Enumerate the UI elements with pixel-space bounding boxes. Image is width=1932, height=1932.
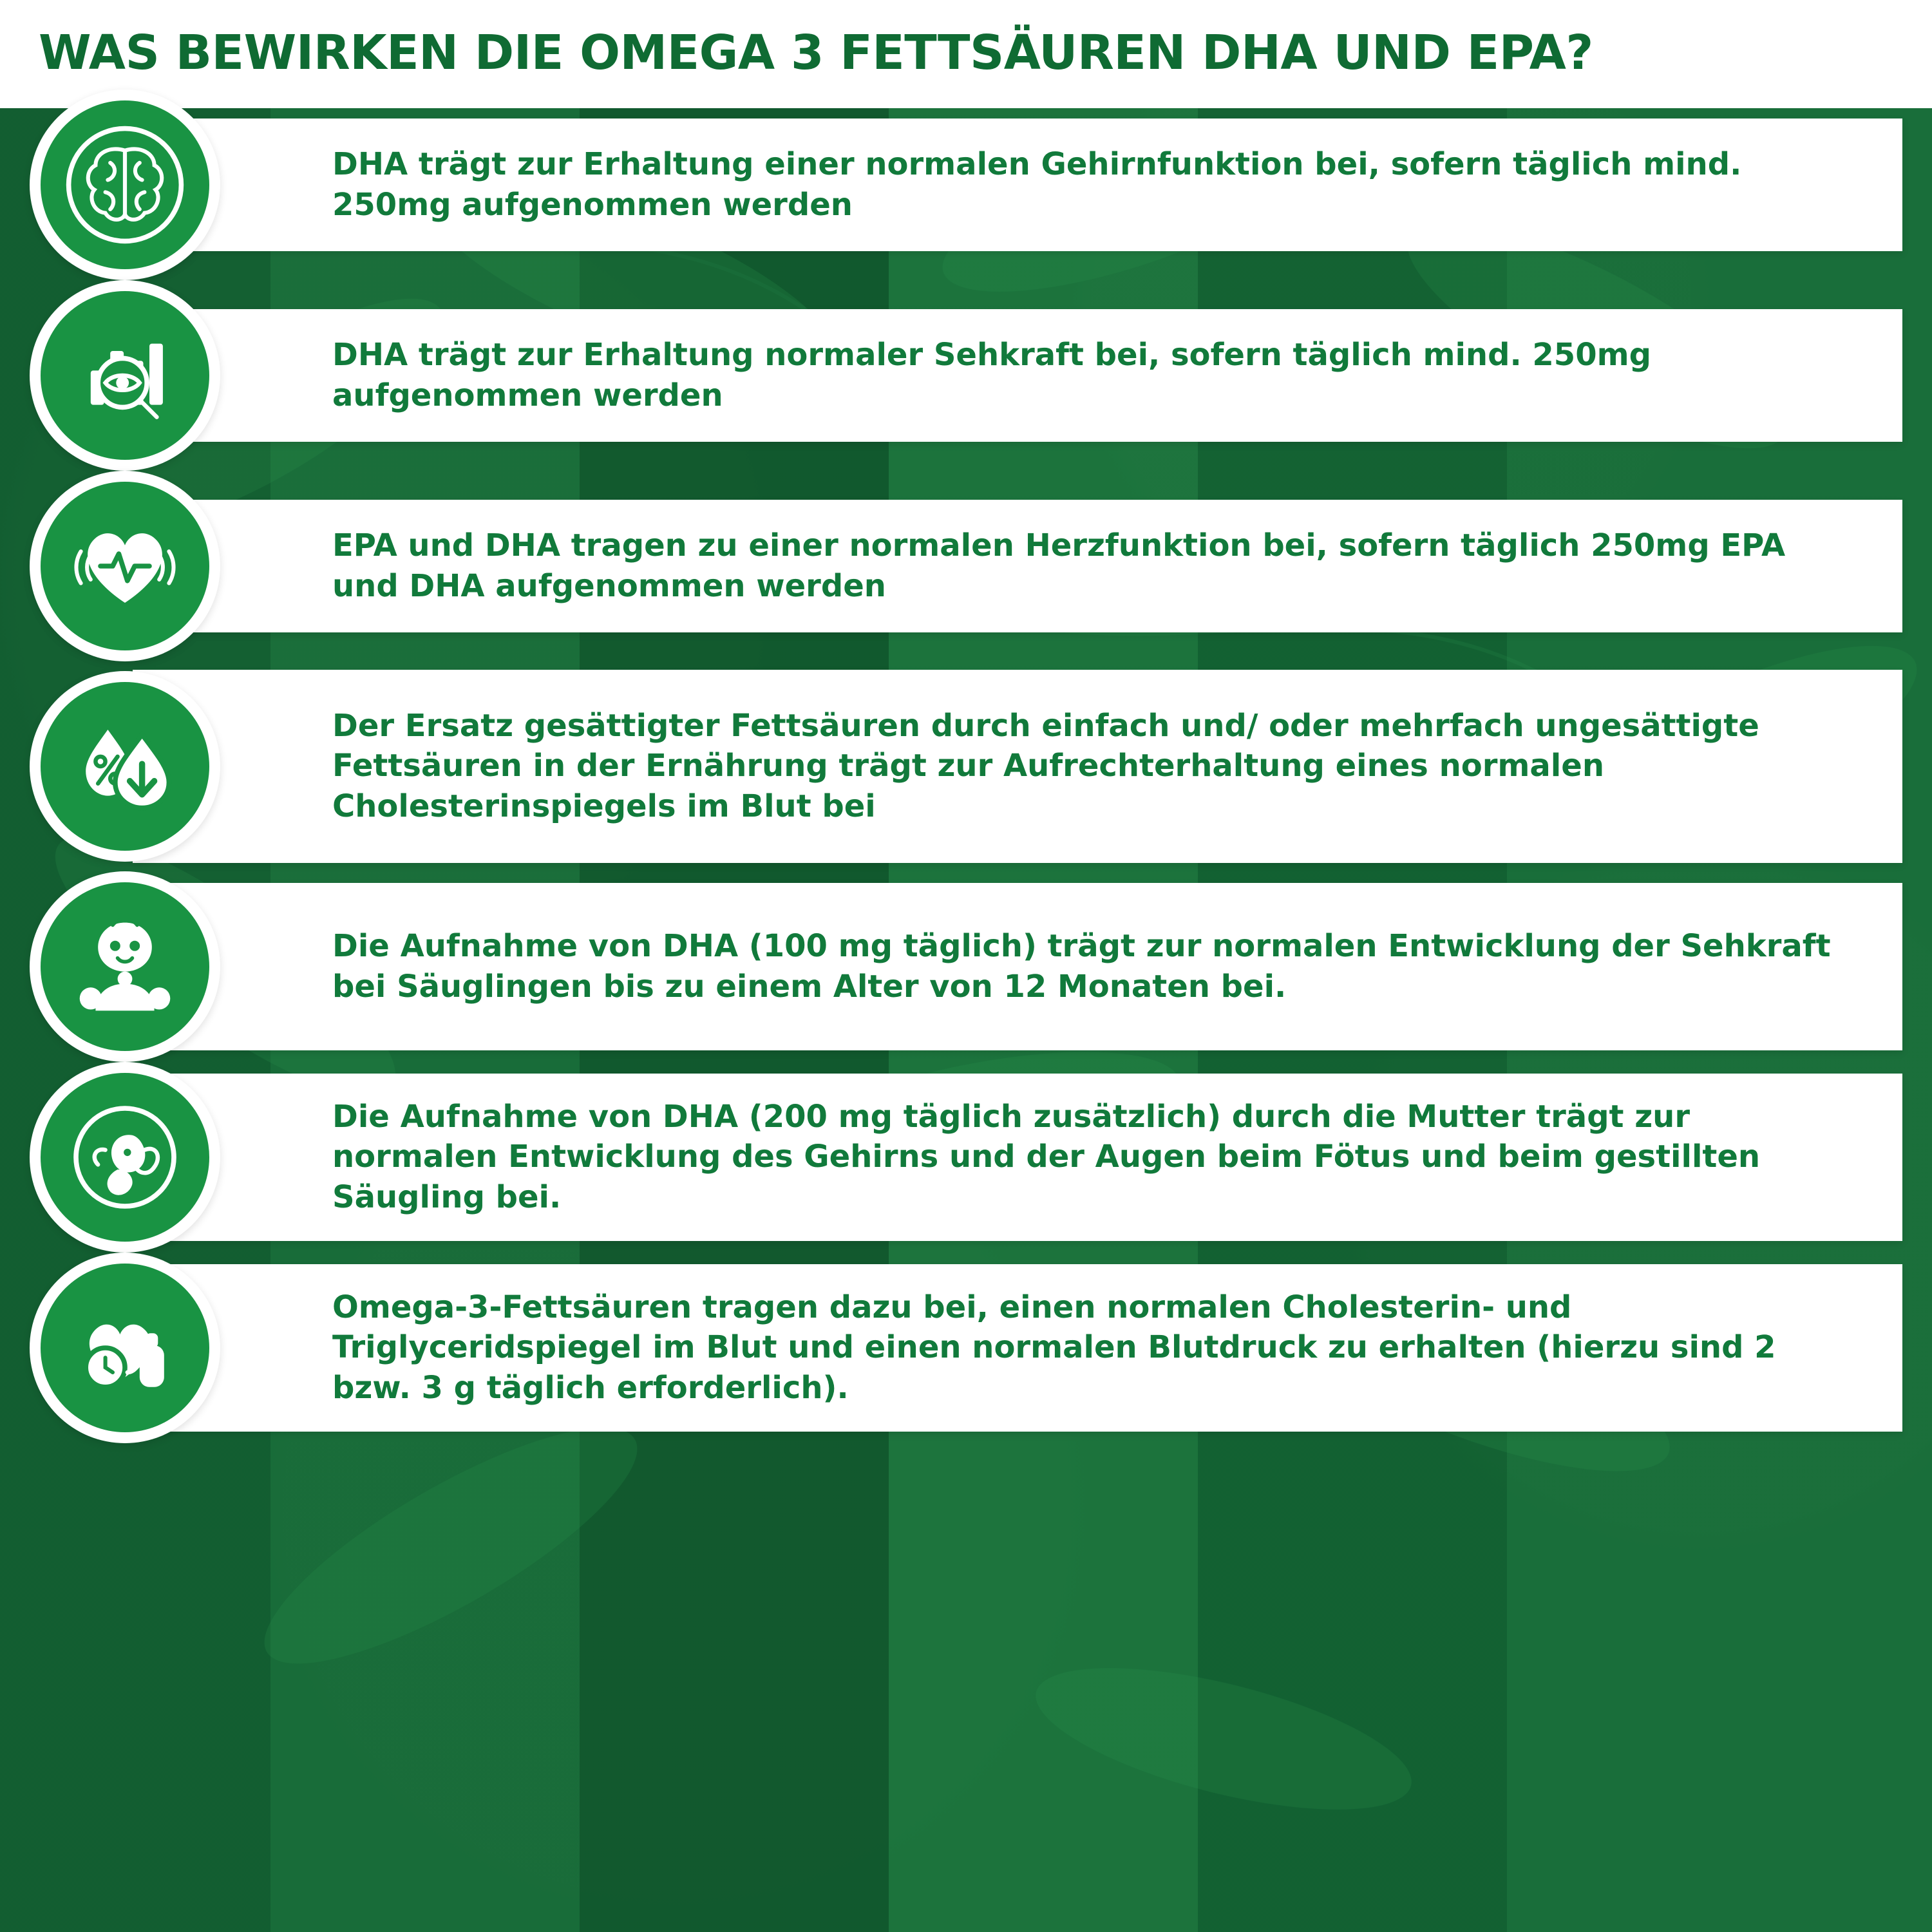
page-title: WAS BEWIRKEN DIE OMEGA 3 FETTSÄUREN DHA UND EPA? <box>39 25 1593 80</box>
claim-text: Der Ersatz gesättigter Fettsäuren durch einfach und/ oder mehrfach ungesättigte Fettsäuren in der Ernährung trägt zur Aufrechterhaltung eines normalen Cholesterinspiegels im Blut bei <box>332 708 1759 824</box>
claim-badge <box>30 871 220 1062</box>
list-item <box>30 289 1902 462</box>
claim-card <box>133 500 1902 632</box>
cholesterol-drops-icon <box>41 682 209 851</box>
claim-badge <box>30 471 220 661</box>
claim-text: Die Aufnahme von DHA (100 mg täglich) trägt zur normalen Entwicklung der Sehkraft bei Säuglingen bis zu einem Alter von 12 Monaten bei. <box>332 928 1831 1005</box>
list-item <box>30 1070 1902 1244</box>
list-item <box>30 670 1902 863</box>
claim-card <box>133 118 1902 251</box>
baby-icon <box>41 882 209 1051</box>
claim-card <box>133 309 1902 442</box>
claim-card <box>133 1074 1902 1241</box>
claim-text: DHA trägt zur Erhaltung normaler Sehkraft bei, sofern täglich mind. 250mg aufgenommen werden <box>332 337 1651 413</box>
fetus-icon <box>41 1073 209 1242</box>
claim-badge <box>30 280 220 471</box>
claim-card <box>133 1264 1902 1432</box>
claim-card <box>133 670 1902 863</box>
blood-pressure-icon <box>41 1264 209 1432</box>
claim-badge <box>30 90 220 280</box>
claim-text: EPA und DHA tragen zu einer normalen Herzfunktion bei, sofern täglich 250mg EPA und DHA aufgenommen werden <box>332 527 1786 604</box>
brain-icon <box>41 100 209 269</box>
claim-badge <box>30 1253 220 1443</box>
claim-badge <box>30 671 220 862</box>
list-item <box>30 1261 1902 1435</box>
list-item <box>30 98 1902 272</box>
eye-vision-chart-icon <box>41 291 209 460</box>
claim-text: DHA trägt zur Erhaltung einer normalen Gehirnfunktion bei, sofern täglich mind. 250mg aufgenommen werden <box>332 146 1742 223</box>
heart-pulse-icon <box>41 482 209 650</box>
claim-badge <box>30 1062 220 1253</box>
claims-list <box>0 98 1932 1435</box>
claim-text: Omega-3-Fettsäuren tragen dazu bei, einen normalen Cholesterin- und Triglyceridspiegel im Blut und einen normalen Blutdruck zu erhalten (hierzu sind 2 bzw. 3 g täglich erforderlich). <box>332 1289 1776 1406</box>
claim-text: Die Aufnahme von DHA (200 mg täglich zusätzlich) durch die Mutter trägt zur normalen Entwicklung des Gehirns und der Augen beim Fötus und beim gestillten Säugling bei. <box>332 1099 1761 1215</box>
list-item <box>30 479 1902 653</box>
claim-card <box>133 883 1902 1050</box>
list-item <box>30 880 1902 1054</box>
